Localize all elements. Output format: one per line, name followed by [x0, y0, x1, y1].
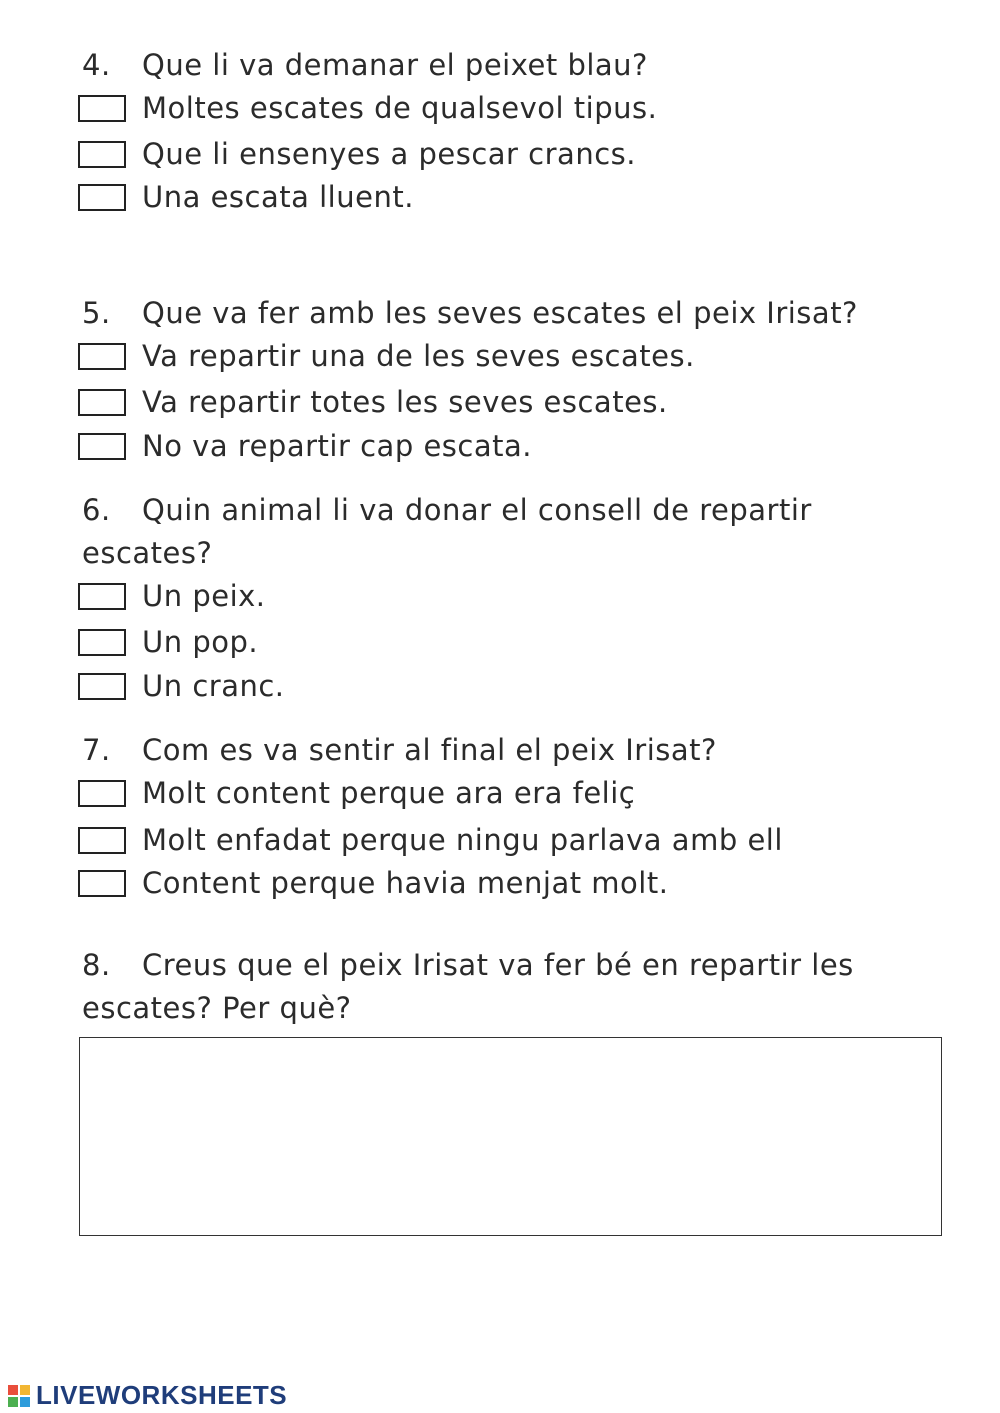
option-6a[interactable]	[78, 580, 266, 612]
answer-checkbox[interactable]	[78, 389, 126, 416]
option-label: Un cranc.	[142, 669, 285, 703]
option-label: Una escata lluent.	[142, 180, 414, 214]
answer-checkbox[interactable]	[78, 95, 126, 122]
logo-square-blue	[20, 1397, 30, 1407]
question-text: Quin animal li va donar el consell de repartir escates?	[82, 493, 812, 570]
option-label: Un peix.	[142, 579, 266, 613]
option-label: Va repartir una de les seves escates.	[142, 339, 695, 373]
answer-text-area[interactable]	[79, 1037, 942, 1236]
option-6c[interactable]	[78, 670, 285, 702]
question-number: 5.	[82, 296, 111, 330]
question-text: Que li va demanar el peixet blau?	[142, 48, 648, 82]
footer-logo	[8, 1380, 287, 1411]
option-label: Molt enfadat perque ningu parlava amb ell	[142, 823, 783, 857]
option-5a[interactable]	[78, 340, 695, 372]
logo-square-red	[8, 1385, 18, 1395]
answer-checkbox[interactable]	[78, 827, 126, 854]
option-label: No va repartir cap escata.	[142, 429, 532, 463]
option-label: Que li ensenyes a pescar crancs.	[142, 137, 636, 171]
question-4	[82, 44, 922, 87]
option-4a[interactable]	[78, 92, 657, 124]
option-7c[interactable]	[78, 867, 668, 899]
question-text: Creus que el peix Irisat va fer bé en repartir les escates? Per què?	[82, 948, 854, 1025]
brand-name: LIVEWORKSHEETS	[36, 1380, 288, 1410]
option-4c[interactable]	[78, 181, 414, 213]
question-6	[82, 489, 842, 575]
question-text: Com es va sentir al final el peix Irisat?	[142, 733, 717, 767]
question-8	[82, 944, 922, 1030]
option-6b[interactable]	[78, 626, 258, 658]
question-text: Que va fer amb les seves escates el peix Irisat?	[142, 296, 858, 330]
option-label: Molt content perque ara era feliç	[142, 776, 636, 810]
option-5b[interactable]	[78, 386, 668, 418]
option-7a[interactable]	[78, 777, 635, 809]
question-number: 8.	[82, 948, 111, 982]
liveworksheets-logo-icon	[8, 1385, 30, 1407]
option-label: Va repartir totes les seves escates.	[142, 385, 668, 419]
option-5c[interactable]	[78, 430, 532, 462]
logo-square-green	[8, 1397, 18, 1407]
answer-checkbox[interactable]	[78, 583, 126, 610]
question-number: 6.	[82, 493, 111, 527]
answer-checkbox[interactable]	[78, 629, 126, 656]
answer-checkbox[interactable]	[78, 870, 126, 897]
option-label: Content perque havia menjat molt.	[142, 866, 669, 900]
question-number: 7.	[82, 733, 111, 767]
answer-checkbox[interactable]	[78, 343, 126, 370]
answer-checkbox[interactable]	[78, 673, 126, 700]
answer-checkbox[interactable]	[78, 184, 126, 211]
answer-checkbox[interactable]	[78, 141, 126, 168]
question-5	[82, 292, 922, 335]
option-label: Moltes escates de qualsevol tipus.	[142, 91, 658, 125]
question-number: 4.	[82, 48, 111, 82]
logo-square-yellow	[20, 1385, 30, 1395]
answer-checkbox[interactable]	[78, 780, 126, 807]
question-7	[82, 729, 922, 772]
option-4b[interactable]	[78, 138, 636, 170]
option-7b[interactable]	[78, 824, 783, 856]
option-label: Un pop.	[142, 625, 259, 659]
answer-checkbox[interactable]	[78, 433, 126, 460]
